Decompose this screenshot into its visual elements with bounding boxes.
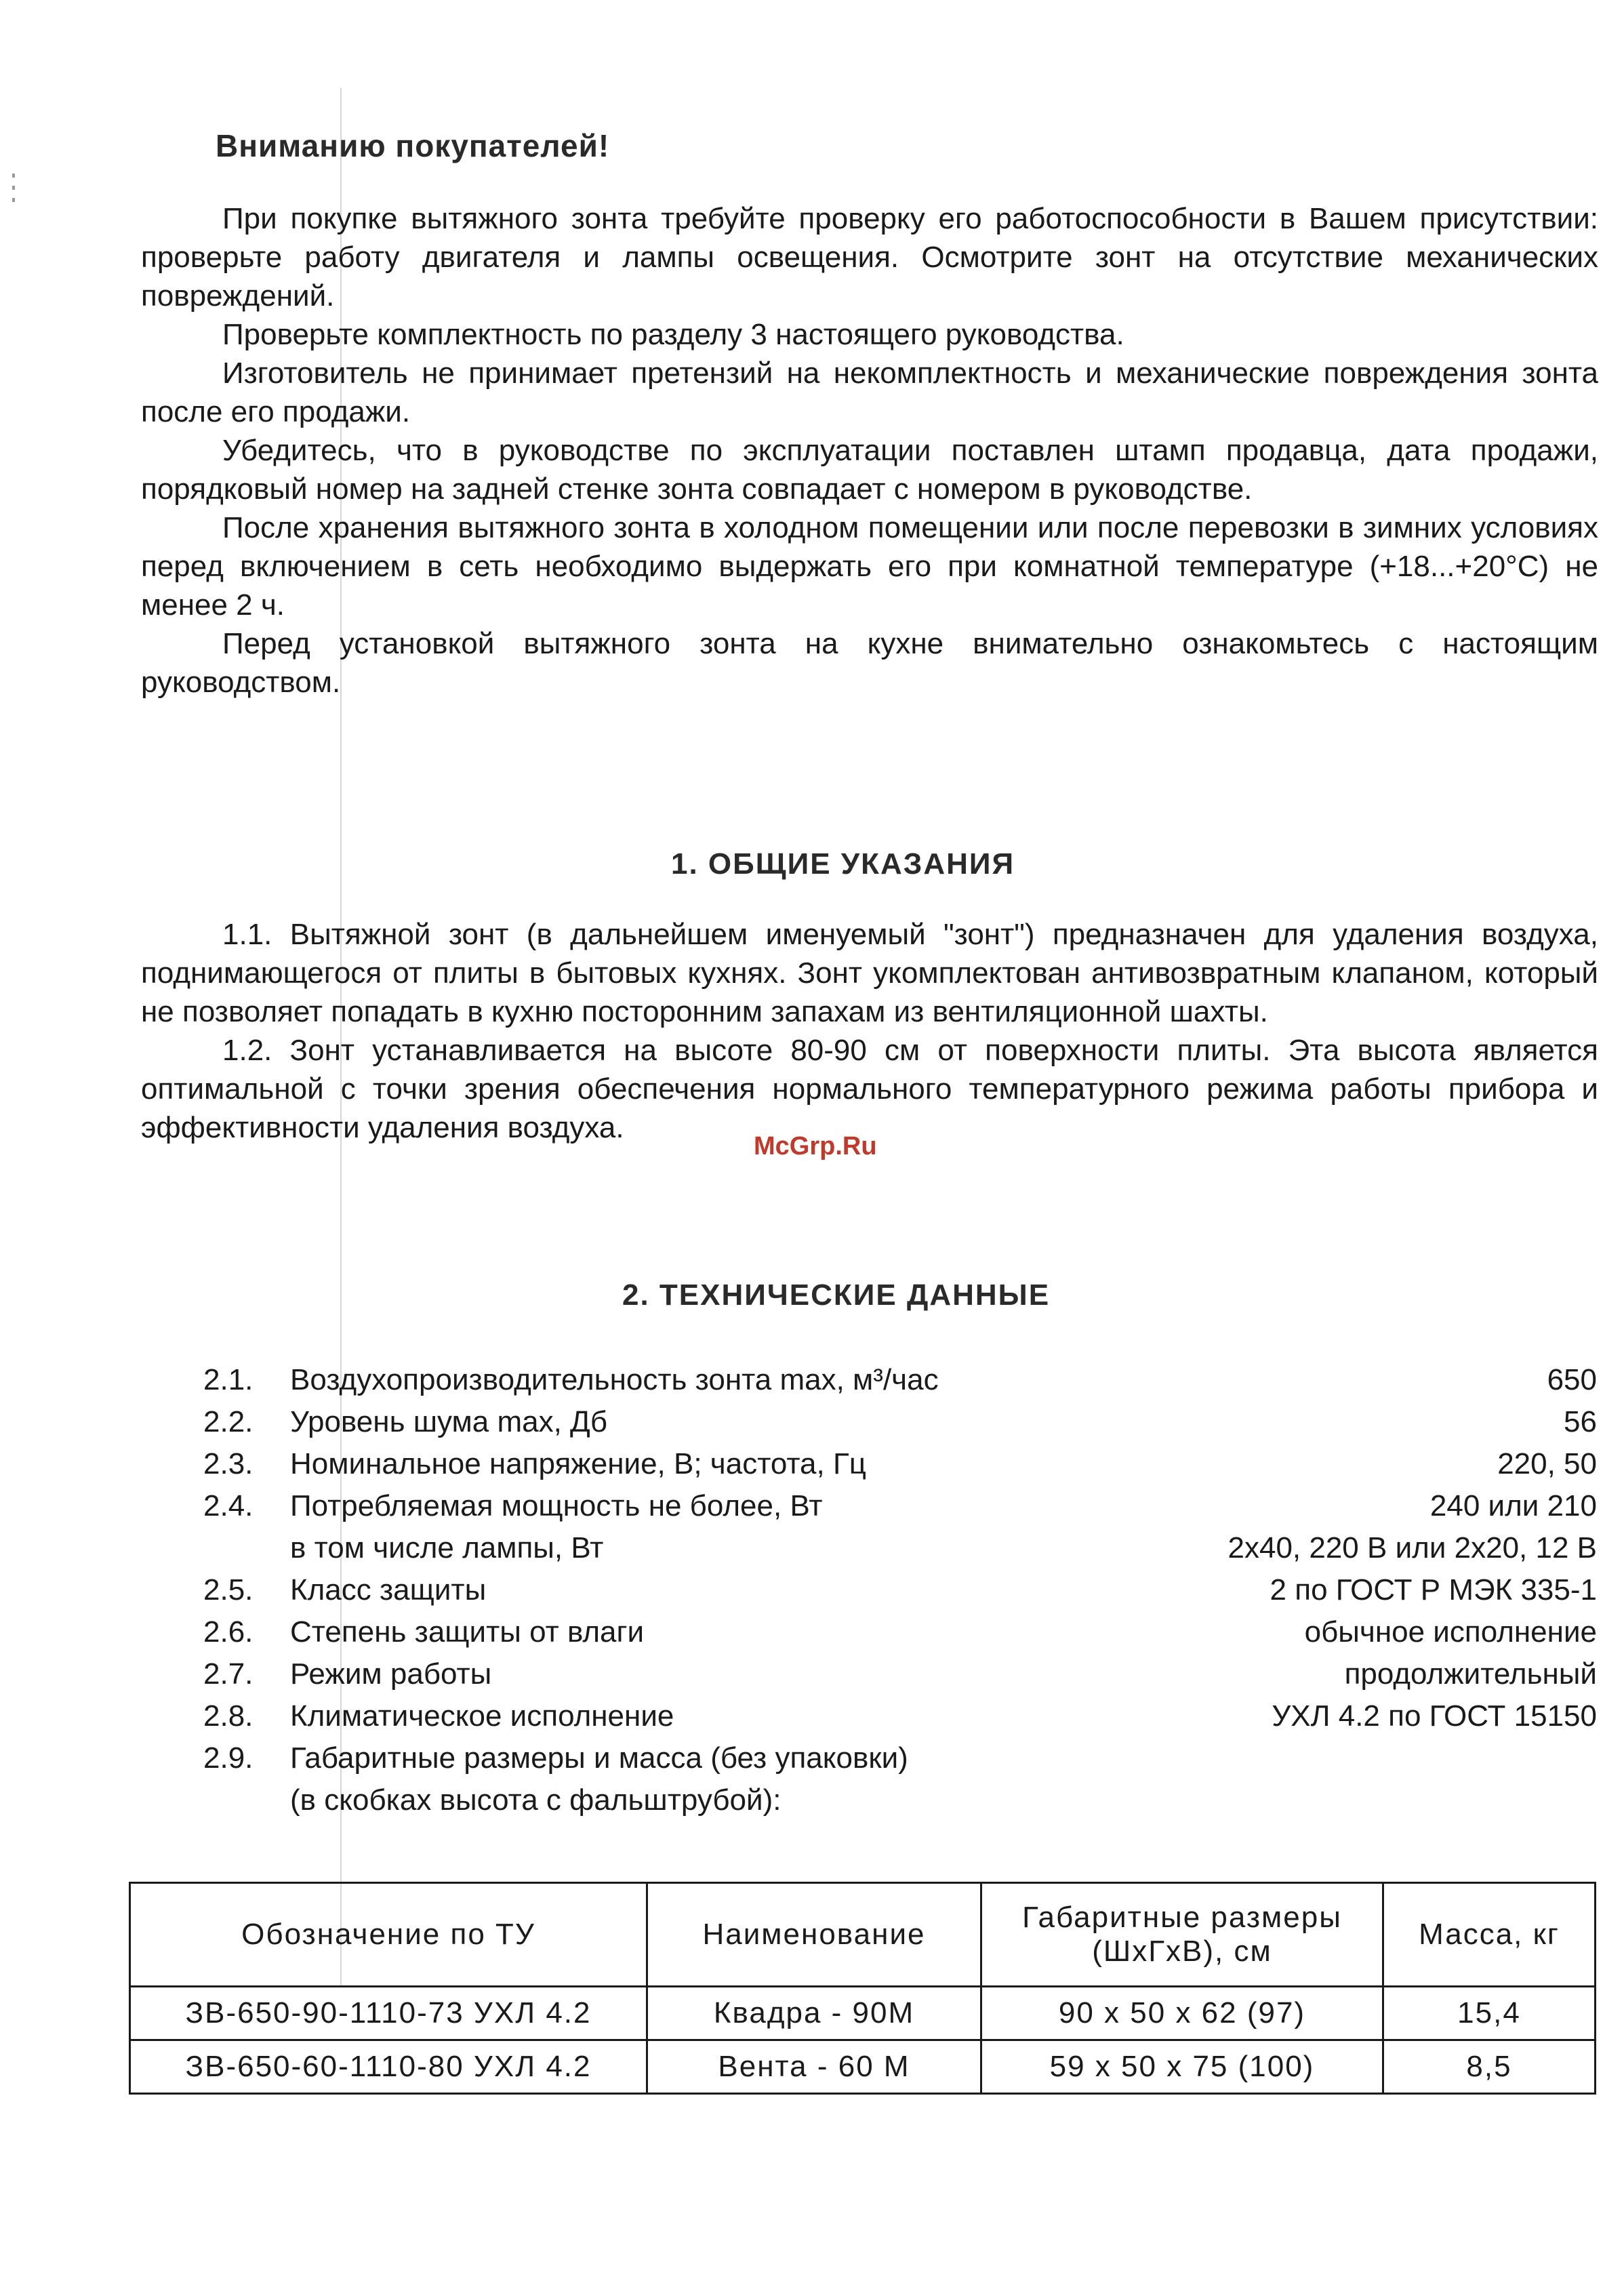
spec-row xyxy=(203,1779,1597,1821)
table-cell: 59 х 50 х 75 (100) xyxy=(981,2040,1383,2094)
section-1-paragraph: 1.2. Зонт устанавливается на высоте 80-90 см от поверхности плиты. Эта высота является оптимальной с точки зрения обеспечения нормального температурного режима работы прибора и эффективности удаления воздуха. xyxy=(141,1034,1598,1144)
notice-paragraph: Перед установкой вытяжного зонта на кухне внимательно ознакомьтесь с настоящим руководством. xyxy=(141,627,1598,699)
spec-row xyxy=(203,1611,1597,1653)
spec-number: 2.9. xyxy=(203,1741,253,1775)
dimensions-table xyxy=(129,1882,1596,2095)
spec-label: (в скобках высота с фальштрубой): xyxy=(290,1783,781,1817)
spec-row xyxy=(203,1737,1597,1779)
notice-paragraph: Убедитесь, что в руководстве по эксплуатации поставлен штамп продавца, дата продажи, порядковый номер на задней стенке зонта совпадает с номером в руководстве. xyxy=(141,434,1598,506)
spec-number: 2.6. xyxy=(203,1615,253,1649)
column-header: Наименование xyxy=(647,1883,981,1987)
table-cell: 15,4 xyxy=(1383,1987,1596,2040)
spec-label: Габаритные размеры и масса (без упаковки) xyxy=(290,1741,908,1775)
section-1-text xyxy=(141,915,1598,1147)
margin-tick xyxy=(12,198,15,202)
notice-paragraph: После хранения вытяжного зонта в холодном помещении или после перевозки в зимних условиях перед включением в сеть необходимо выдержать его при комнатной температуре (+18...+20°С) не менее 2 ч. xyxy=(141,511,1598,622)
spec-label: Степень защиты от влаги xyxy=(290,1615,645,1649)
spec-label: Класс защиты xyxy=(290,1573,487,1607)
table-cell: 90 х 50 х 62 (97) xyxy=(981,1987,1383,2040)
spec-value: 56 xyxy=(1564,1405,1597,1438)
margin-tick xyxy=(12,186,15,190)
table-row xyxy=(130,2040,1596,2094)
spec-label: Климатическое исполнение xyxy=(290,1699,674,1733)
column-header: Габаритные размеры (ШхГхВ), см xyxy=(981,1883,1383,1987)
spec-row xyxy=(203,1485,1597,1527)
section-2-title: 2. ТЕХНИЧЕСКИЕ ДАННЫЕ xyxy=(622,1278,1051,1312)
spec-label: Воздухопроизводительность зонта max, м³/час xyxy=(290,1363,939,1396)
section-1-title: 1. ОБЩИЕ УКАЗАНИЯ xyxy=(671,847,1015,881)
column-header: Масса, кг xyxy=(1383,1883,1596,1987)
spec-row xyxy=(203,1401,1597,1443)
spec-row xyxy=(203,1443,1597,1485)
notice-paragraph: Проверьте комплектность по разделу 3 настоящего руководства. xyxy=(222,318,1124,351)
margin-tick xyxy=(12,174,15,178)
spec-number: 2.2. xyxy=(203,1405,253,1438)
table-cell: ЗВ-650-90-1110-73 УХЛ 4.2 xyxy=(130,1987,647,2040)
spec-number: 2.8. xyxy=(203,1699,253,1733)
spec-label: в том числе лампы, Вт xyxy=(290,1531,604,1564)
spec-row xyxy=(203,1569,1597,1611)
table-cell: Вента - 60 М xyxy=(647,2040,981,2094)
spec-value: 2х40, 220 В или 2х20, 12 В xyxy=(1227,1531,1597,1564)
spec-list xyxy=(203,1359,1597,1821)
notice-title: Вниманию покупателей! xyxy=(216,128,610,163)
table-row xyxy=(130,1987,1596,2040)
spec-number: 2.3. xyxy=(203,1447,253,1480)
spec-label: Номинальное напряжение, В; частота, Гц xyxy=(290,1447,866,1480)
spec-number: 2.5. xyxy=(203,1573,253,1607)
spec-value: 650 xyxy=(1547,1363,1597,1396)
notice-paragraph: При покупке вытяжного зонта требуйте проверку его работоспособности в Вашем присутствии: проверьте работу двигателя и лампы освещения. Осмотрите зонт на отсутствие механических повреждений. xyxy=(141,202,1598,312)
spec-label: Потребляемая мощность не более, Вт xyxy=(290,1489,823,1522)
spec-number: 2.4. xyxy=(203,1489,253,1522)
spec-row xyxy=(203,1695,1597,1737)
spec-label: Режим работы xyxy=(290,1657,492,1691)
table-header-row xyxy=(130,1883,1596,1987)
spec-value: 240 или 210 xyxy=(1429,1489,1597,1522)
spec-value: обычное исполнение xyxy=(1304,1615,1597,1649)
spec-row xyxy=(203,1359,1597,1401)
spec-value: УХЛ 4.2 по ГОСТ 15150 xyxy=(1272,1699,1597,1733)
table-cell: ЗВ-650-60-1110-80 УХЛ 4.2 xyxy=(130,2040,647,2094)
spec-number: 2.7. xyxy=(203,1657,253,1691)
spec-value: продолжительный xyxy=(1344,1657,1597,1691)
section-1-paragraph: 1.1. Вытяжной зонт (в дальнейшем именуемый "зонт") предназначен для удаления воздуха, поднимающегося от плиты в бытовых кухнях. Зонт укомплектован антивозвратным клапаном, который не позволяет попадать в кухню посторонним запахам из вентиляционной шахты. xyxy=(141,918,1598,1028)
spec-number: 2.1. xyxy=(203,1363,253,1396)
notice-paragraph: Изготовитель не принимает претензий на некомплектность и механические повреждения зонта после его продажи. xyxy=(141,357,1598,428)
table-cell: 8,5 xyxy=(1383,2040,1596,2094)
table-cell: Квадра - 90М xyxy=(647,1987,981,2040)
watermark: McGrp.Ru xyxy=(754,1132,877,1160)
spec-value: 220, 50 xyxy=(1497,1447,1597,1480)
notice-text xyxy=(141,199,1598,702)
spec-row xyxy=(203,1653,1597,1695)
spec-label: Уровень шума max, Дб xyxy=(290,1405,608,1438)
spec-row xyxy=(203,1527,1597,1569)
column-header: Обозначение по ТУ xyxy=(130,1883,647,1987)
spec-value: 2 по ГОСТ Р МЭК 335-1 xyxy=(1270,1573,1597,1607)
